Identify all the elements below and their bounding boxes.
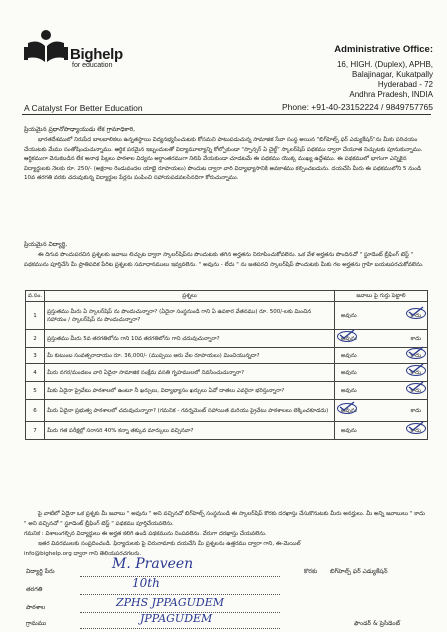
question-number: 2 [26,330,45,348]
question-text: మీరు ఏదైనా ప్రభుత్వ పాఠశాలలో చదువుచున్నారా? (గమనిక - గవర్నమెంట్ సహాయిత మరియు ప్రైవేటు పాఠశాలలు లెక్కించకూడదు) [45,400,335,422]
email-line: info@bighelp.org ద్వారా గాని తెలియపరచగలరు. [24,551,142,557]
answer-no-option[interactable]: కాదు [410,312,421,320]
checkmark-icon [408,421,424,431]
office-title: Administrative Office: [334,44,433,55]
question-text: ప్రస్తుతము మీరు ఏ స్కాలర్‌షిప్ ను పొందుచున్నారా? (ఏదైనా సంస్థనుండి గాని ఏ ఉపకార వేతనము) రూ. 500/-లకు మించిన సహాయం / స్కాలర్‌షిప్ ను పొందుచున్నారా? [45,302,335,330]
checkmark-icon [408,346,424,356]
question-number: 4 [26,364,45,382]
checkmark-icon [408,363,424,373]
answer-cell[interactable] [335,364,428,382]
brand-name: Bighelp [70,46,123,63]
question-number: 5 [26,382,45,400]
contact-paragraph: ఇతర వివరములకు సంప్రదించండి. ఫిర్యాదులకు పై చిరునామాకు దయచేసి మీ ప్రశ్నలను ఉత్తరము ద్వారా గాని, ఈ-మెయిల్ [38,541,301,547]
checkmark-icon [408,306,424,316]
organisation-signature: బిగ్‌హెల్ప్ ఫర్ ఎడ్యుకేషన్ [330,568,388,575]
class-value: 10th [132,576,160,590]
village-value: JPPAGUDEM [140,612,213,625]
table-row [26,302,428,330]
phone-number: Phone: +91-40-23152224 / 9849757765 [281,102,433,112]
question-text: మీ కుటుంబ సంవత్సరాదాయం రూ. 36,000/- (ముప్పయి ఆరు వేల రూపాయలు) మించియున్నదా? [45,348,335,364]
checkmark-icon [408,381,424,391]
table-row [26,348,428,364]
answer-cell[interactable] [335,422,428,440]
brand-subtitle: for education [72,62,113,69]
answer-no-option[interactable]: కాదు [410,369,421,377]
table-row [26,382,428,400]
school-label: పాఠశాల [26,604,46,611]
answer-cell[interactable] [335,400,428,422]
answer-yes-option[interactable]: అవును [341,387,357,394]
bighelp-logo-icon [22,26,70,66]
question-number: 3 [26,348,45,364]
question-text: మీరు గత పరీక్షల్లో సరాసరి 40% కన్నా తక్కువ మార్కులు వచ్చినవా? [45,422,335,440]
student-name-line [80,576,280,577]
village-line [80,628,280,629]
eligibility-table [25,290,428,440]
answer-yes-option[interactable]: అవును [341,352,357,359]
address-line: Balajinagar, Kukatpally [352,70,433,79]
question-number: 6 [26,400,45,422]
answer-cell[interactable] [335,382,428,400]
question-number: 1 [26,302,45,330]
founder-president: ఫౌండర్ & ప్రెసిడెంట్ [354,620,401,627]
salutation-headmaster: ప్రియమైన ప్రధానోపాధ్యాయుడు లేక గ్రామాధికారి, [24,126,136,133]
answer-yes-option[interactable]: అవును [341,312,357,319]
answer-no-option[interactable]: కాదు [410,335,421,342]
answer-yes-option[interactable]: అవును [341,407,357,415]
student-name-label: విద్యార్థి పేరు [26,568,55,575]
answer-yes-option[interactable]: అవును [341,335,357,343]
for-label: కొరకు [304,568,318,575]
tagline: A Catalyst For Better Education [24,103,143,113]
disqualification-paragraph: పై వాటిలో ఏదైనా ఒక ప్రశ్నకు మీ జవాబు " అవును " అని వచ్చినచో బిగ్‌హెల్ప్ సంస్థనుండి ఈ స్కాలర్‌షిప్ కొరకు దరఖాస్తు చేసుకొనుటకు మీరు అనర్హులు. మీ అన్ని జవాబులు " కాదు " అని వచ్చినచో " స్టూడెంట్ బ్రీఫింగ్ టెస్ట్ " పథకము పూర్తిచేయవలెను. [24,511,425,527]
address-line: 16, HIGH. (Duplex), APHB, [336,60,433,69]
class-line [80,594,280,595]
checkmark-icon [339,401,355,411]
table-row [26,364,428,382]
header-divider [22,114,431,115]
address-line: Hyderabad - 72 [377,80,433,89]
answer-cell[interactable] [335,348,428,364]
student-name-value: M. Praveen [112,556,194,572]
table-header-row [26,291,428,302]
answer-no-option[interactable]: కాదు [410,427,421,435]
answer-cell[interactable] [335,302,428,330]
column-header-answer: జవాబు పై గుర్తు పెట్టాలి [335,291,428,302]
column-header-number: వ.సం. [26,291,45,302]
class-label: తరగతి [26,586,43,593]
village-label: గ్రామము [26,620,47,627]
answer-no-option[interactable]: కాదు [410,407,421,414]
school-value: ZPHS JPPAGUDEM [116,596,224,609]
question-text: మీకు ఏదైనా ప్రైవేటు పాఠశాలలో ఉంటూ నీ ఖర్చులు, విద్యాభ్యాసం ఖర్చులు ఏవో దాతలు ఎవరైనా భరిస్తున్నారా? [45,382,335,400]
address-line: Andhra Pradesh, INDIA [349,90,433,99]
table-row [26,330,428,348]
checkmark-icon [339,329,355,339]
table-row [26,422,428,440]
answer-no-option[interactable]: కాదు [410,387,421,395]
question-text: ప్రస్తుతము మీరు 5వ తరగతిలోను గాని 10వ తరగతిలోను గాని చదువుచున్నారా? [45,330,335,348]
column-header-questions: ప్రశ్నలు [45,291,335,302]
instructions-paragraph: ఈ దిగువ పొందుపరచిన ప్రశ్నలకు జవాబు లిచ్చుట ద్వారా స్కాలర్‌షిప్‌ను పొందుటకు తగిన అర్హతను నిరూపించుకోవలెను. ఒక వేళ అర్హతను పొందినచో " స్టూడెంట్ బ్రీఫింగ్ టెస్ట్ " పథకమును పూర్తిచేసి మీ ప్రాతిపదిక పేరిట ప్రశ్నలకు సమాధానములు ఇవ్వవలెను. " అవును - లేదు " ను జతపరచి స్కాలర్‌షిప్ పొందుటకు మీకు గల అర్హతను గ్రాహి బయటపరచుకోవలెను. [24,252,424,268]
table-row [26,400,428,422]
answer-yes-option[interactable]: అవును [341,427,357,434]
intro-paragraph: భారతదేశములో నిరుపేద బాలబాలికలు ఉన్నతస్థాయి విద్యనభ్యసించుటకు కోసమని పాటుపడుచున్న సామాజిక సేవా సంస్థ అయిన "బిగ్‌హెల్ప్ ఫర్ ఎడ్యుకేషన్"ను మీకు పరిచయం చేయుటకు మేము సంతోషించుచున్నాము. ఆర్థిక పరమైన ఇబ్బందులతో విద్యామూల్యాన్ని కోల్పోకుండా "స్పాన్సర్ ఏ చైల్డ్" స్కాలర్‌షిప్ పథకము ద్వారా చేయూత నిచ్చుటకు పూనుకున్నాము. ఆర్థికముగా వెనుకబడిన లేక అనాథ పిల్లలు పాఠశాల విద్యను అర్థాంతరముగా నిలిపి వేయకుండా చూడటమే ఈ పథకము యొక్క ముఖ్య ఉద్దేశము. ఈ పథకములో భాగంగా ఎన్నికైన విద్యార్థులకు నెలకు రూ. 250/- (అక్షరాల రెండువందల యాభై రూపాయలు) పొందుట ద్వారా వారి విద్యాభ్యాసానికి అవకాశము కల్పించబడును. దయచేసి మీరు ఈ పథకములోని 5 నుండి 10వ తరగతి వరకు చదువుకున్న విద్యార్థుల పేర్లను పంపించి సహాయపడవలసినదిగా కోరుచున్నాము. [24,137,423,182]
note-text: గమనిక : విశాలంగల్చిన విద్యార్థులు ఈ అర్హత కలిగి ఉండి పథకమును నింపవలెను. వేరుగా దరఖాస్తు చేయవలెను. [24,531,267,537]
answer-no-option[interactable]: కాదు [410,352,421,360]
question-number: 7 [26,422,45,440]
answer-yes-option[interactable]: అవును [341,369,357,376]
question-text: మీరు నగర/మండలం వారి ఏదైనా సామాజిక సంక్షేమ వసతి గృహములలో నివసించుచున్నారా? [45,364,335,382]
salutation-student: ప్రియమైన విద్యార్థి, [24,241,68,248]
